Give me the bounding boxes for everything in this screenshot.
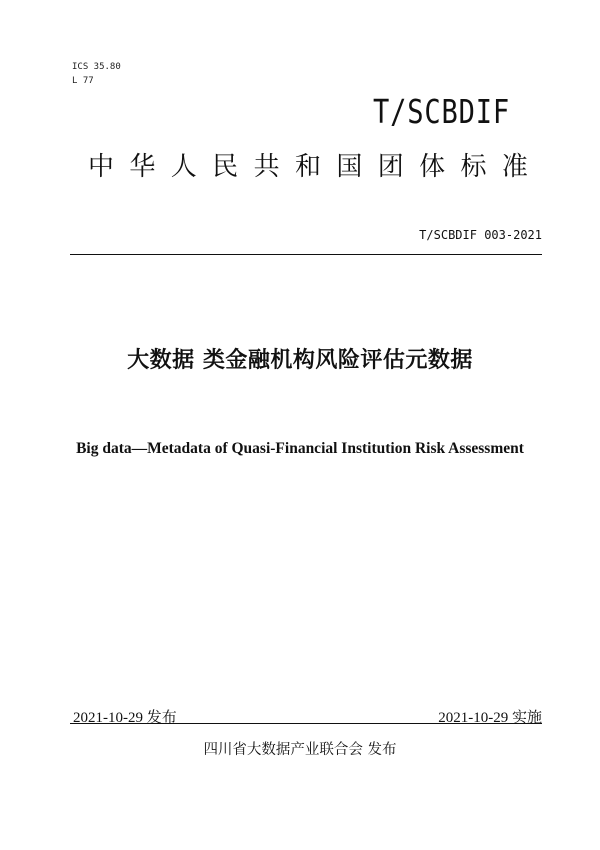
standard-type-char: 团 [377, 152, 404, 182]
standard-type-char: 民 [212, 152, 239, 182]
implement-date: 2021-10-29 实施 [438, 710, 542, 726]
ics-code: ICS 35.80 [72, 62, 121, 72]
standard-type-char: 和 [294, 152, 321, 182]
standard-type-char: 人 [170, 152, 197, 182]
standard-type-char: 华 [129, 152, 156, 182]
standard-type-char: 中 [88, 152, 115, 182]
header-divider [70, 254, 542, 255]
publisher: 四川省大数据产业联合会 发布 [203, 742, 397, 758]
title-english: Big data—Metadata of Quasi-Financial Institution Risk Assessment [76, 440, 524, 457]
publish-date: 2021-10-29 发布 [73, 710, 177, 726]
standard-type [88, 146, 528, 183]
classification-codes [72, 60, 121, 88]
title-chinese: 大数据 类金融机构风险评估元数据 [127, 348, 473, 373]
standard-type-char: 体 [419, 152, 446, 182]
ccs-code: L 77 [72, 76, 94, 86]
standard-type-char: 准 [501, 152, 528, 182]
standard-code: T/SCBDIF [373, 92, 510, 131]
standard-type-char: 共 [253, 152, 280, 182]
footer-divider [70, 723, 542, 724]
document-number: T/SCBDIF 003-2021 [419, 228, 542, 242]
standard-type-char: 国 [336, 152, 363, 182]
standard-type-char: 标 [460, 152, 487, 182]
